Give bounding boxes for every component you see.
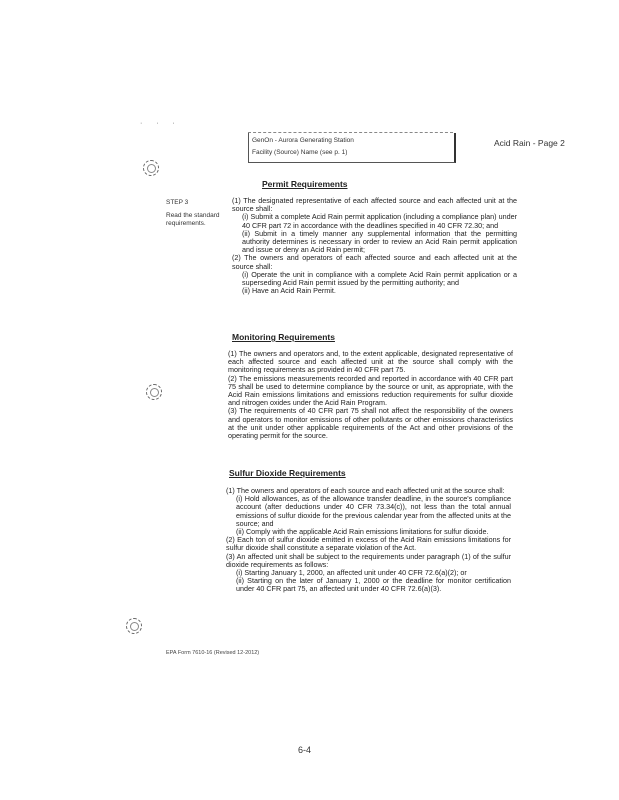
punch-hole-bottom — [126, 618, 142, 634]
monitoring-heading: Monitoring Requirements — [232, 332, 335, 342]
permit-para: (2) The owners and operators of each affected source and each affected unit at the source shall: — [232, 253, 517, 271]
scan-marks: · · · — [140, 120, 181, 127]
permit-body — [232, 197, 517, 295]
page-label: Acid Rain - Page 2 — [494, 138, 565, 148]
step-label: STEP 3 — [166, 199, 189, 206]
permit-heading: Permit Requirements — [262, 179, 348, 189]
punch-hole-middle — [146, 384, 162, 400]
permit-para: (i) Submit a complete Acid Rain permit application (including a compliance plan) under 40 CFR part 72 in accordance with the deadlines specified in 40 CFR 72.30; and — [242, 212, 517, 230]
permit-para: (i) Operate the unit in compliance with a complete Acid Rain permit application or a superseding Acid Rain permit issued by the permitting authority; and — [242, 269, 517, 288]
sulfur-para: (i) Starting January 1, 2000, an affected unit under 40 CFR 72.6(a)(2); or — [236, 568, 467, 578]
monitoring-para: (2) The emissions measurements recorded and reported in accordance with 40 CFR part 75 shall be used to determine compliance by the source or unit, as appropriate, with the Acid Rain emissions limitations and emissions reduction requirements for sulfur dioxide and nitrogen oxides under the Acid Rain Program. — [228, 373, 513, 408]
punch-hole-top — [143, 160, 159, 176]
permit-para: (ii) Have an Acid Rain Permit. — [242, 286, 336, 296]
monitoring-para: (3) The requirements of 40 CFR part 75 shall not affect the responsibility of the owners and operators to monitor emissions of other pollutants or other emissions characteristics at the unit under other applicable requirements of the Act and other provisions of the operating permit for the source. — [228, 406, 513, 441]
facility-id: Facility (Source) Name (see p. 1) — [252, 149, 348, 156]
sulfur-para: (ii) Starting on the later of January 1, 2000 or the deadline for monitor certification under 40 CFR part 75, an affected unit under 40 CFR 72.6(a)(3). — [236, 576, 511, 594]
form-id: EPA Form 7610-16 (Revised 12-2012) — [166, 650, 260, 656]
sulfur-para: (3) An affected unit shall be subject to the requirements under paragraph (1) of the sulfur dioxide requirements as follows: — [226, 551, 511, 569]
sulfur-para: (1) The owners and operators of each source and each affected unit at the source shall: — [226, 486, 505, 495]
permit-para: (1) The designated representative of each affected source and each affected unit at the source shall: — [232, 196, 517, 214]
sulfur-para: (ii) Comply with the applicable Acid Rain emissions limitations for sulfur dioxide. — [236, 527, 489, 537]
plant-name: GenOn - Aurora Generating Station — [252, 137, 354, 144]
step-instruction: Read the standard requirements. — [166, 212, 220, 227]
monitoring-body — [228, 350, 513, 440]
page-number: 6-4 — [298, 745, 312, 755]
permit-para: (ii) Submit in a timely manner any supplemental information that the permitting authority determines is necessary in order to review an Acid Rain permit application and issue or deny an Acid Rain permit; — [242, 228, 517, 255]
sulfur-para: (i) Hold allowances, as of the allowance transfer deadline, in the source's compliance account (after deductions under 40 CFR 73.34(c)), not less than the total annual emissions of sulfur dioxide for the previous calendar year from the affected units at the source; and — [236, 494, 511, 528]
sulfur-para: (2) Each ton of sulfur dioxide emitted in excess of the Acid Rain emissions limitations for sulfur dioxide shall constitute a separate violation of the Act. — [226, 535, 511, 553]
sulfur-body — [226, 487, 511, 594]
monitoring-para: (1) The owners and operators and, to the extent applicable, designated representative of each affected source and each affected unit at the source shall comply with the monitoring requirements as provided in 40 CFR part 75. — [228, 349, 513, 375]
sulfur-heading: Sulfur Dioxide Requirements — [229, 468, 346, 478]
